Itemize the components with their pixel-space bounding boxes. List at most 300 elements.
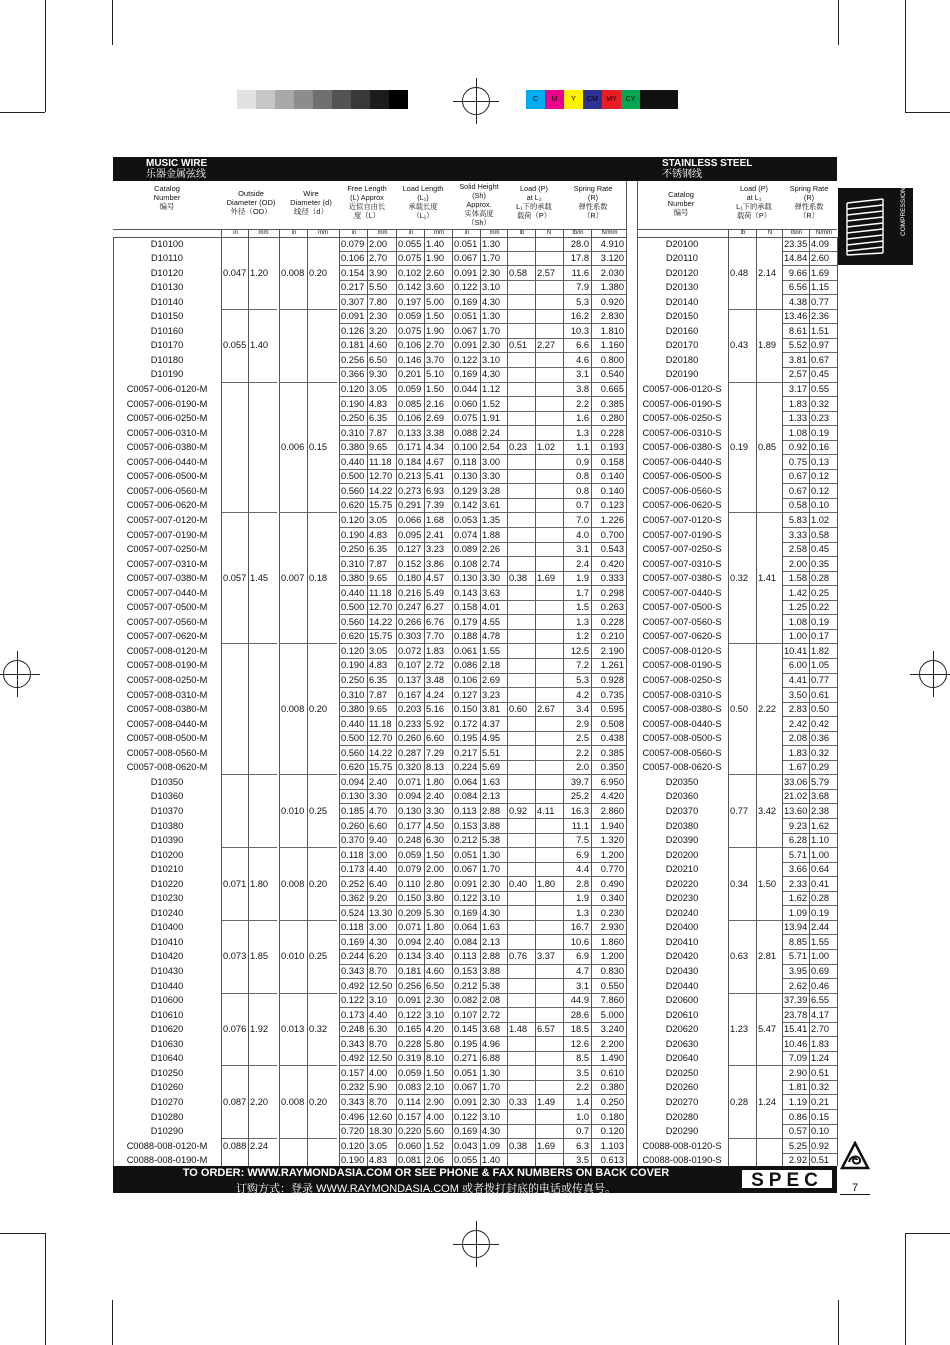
column-rule	[248, 237, 249, 1167]
dimension-value: 0.173	[341, 864, 365, 875]
load-lb-value: 0.38	[509, 573, 528, 584]
od-in-value: 0.076	[223, 1024, 247, 1035]
ss-spring-rate-nmm: 1.62	[811, 820, 830, 831]
catalog-number-ss: D20360	[665, 791, 699, 802]
ss-spring-rate-lbin: 2.57	[788, 369, 807, 380]
dimension-value: 0.319	[398, 1053, 422, 1064]
dimension-value: 3.61	[482, 500, 501, 511]
load-n-value: 4.11	[537, 805, 555, 816]
dimension-value: 0.291	[398, 500, 422, 511]
dimension-value: 0.169	[341, 936, 365, 947]
dimension-value: 2.88	[482, 805, 501, 816]
catalog-number-ss: C0057-008-0620-S	[642, 762, 722, 773]
ss-col-load-l4: 载荷（P）	[736, 211, 772, 220]
load-n-value: 1.69	[537, 1140, 556, 1151]
col-free-l1: Free Length	[347, 184, 387, 193]
catalog-number-mw: D10210	[150, 864, 184, 875]
dimension-value: 1.63	[482, 776, 501, 787]
dimension-value: 5.38	[482, 980, 501, 991]
ss-col-rate-l1: Spring Rate	[789, 184, 829, 193]
dimension-value: 0.190	[341, 1155, 365, 1166]
spring-rate-nmm: 0.123	[600, 500, 624, 511]
spring-rate-nmm: 0.333	[600, 573, 624, 584]
group-rule	[279, 309, 337, 310]
ss-spring-rate-lbin: 3.50	[788, 689, 807, 700]
ss-spring-rate-lbin: 4.41	[788, 675, 807, 685]
column-rule	[279, 237, 280, 1167]
od-in-value: 0.057	[223, 573, 247, 584]
group-rule	[221, 774, 277, 775]
gray-swatch	[294, 90, 313, 109]
dimension-value: 0.492	[341, 980, 365, 991]
catalog-number-ss: D20600	[665, 995, 699, 1006]
spring-rate-nmm: 0.180	[600, 1111, 624, 1122]
dimension-value: 0.082	[454, 995, 478, 1006]
table-gutter	[626, 181, 638, 1166]
gray-swatch	[275, 90, 294, 109]
spring-rate-lbin: 5.3	[576, 296, 589, 307]
dimension-value: 0.100	[454, 442, 478, 453]
dimension-value: 0.343	[341, 1038, 365, 1049]
dimension-value: 0.130	[341, 791, 365, 802]
ss-load-lb-value: 0.34	[730, 878, 749, 889]
dimension-value: 3.38	[426, 427, 445, 438]
spring-rate-nmm: 4.420	[600, 791, 624, 802]
dimension-value: 0.067	[454, 325, 478, 336]
catalog-number-mw: D10370	[150, 805, 184, 816]
catalog-number-mw: D10430	[150, 966, 184, 976]
column-rule	[535, 237, 536, 1167]
dimension-value: 3.30	[369, 791, 388, 802]
dimension-value: 0.201	[398, 369, 422, 380]
unit-label: in	[452, 230, 481, 237]
dimension-value: 0.248	[341, 1024, 365, 1035]
catalog-number-mw: C0057-006-0500-M	[126, 471, 208, 482]
dimension-value: 6.60	[369, 820, 388, 831]
dimension-value: 1.40	[426, 238, 445, 249]
ss-col-load	[728, 184, 780, 220]
group-rule	[279, 847, 337, 848]
ss-spring-rate-lbin: 10.41	[784, 645, 808, 656]
dimension-value: 0.106	[454, 675, 478, 685]
catalog-number-mw: D10640	[150, 1053, 184, 1064]
ss-spring-rate-lbin: 23.78	[784, 1009, 808, 1020]
music-wire-title-cn: 乐器金属弦线	[146, 169, 206, 180]
col-solid-l4: 实体高度	[464, 209, 494, 218]
group-rule	[221, 309, 277, 310]
spring-rate-nmm: 1.160	[600, 340, 624, 351]
gray-swatch	[370, 90, 389, 109]
spring-rate-lbin: 4.2	[576, 689, 589, 700]
spring-rate-lbin: 6.3	[576, 1140, 589, 1151]
spring-rate-lbin: 16.2	[570, 311, 589, 322]
od-mm-value	[248, 440, 277, 455]
ss-spring-rate-lbin: 2.62	[788, 980, 807, 991]
ss-col-load-l2: at L₁	[746, 193, 762, 202]
catalog-number-ss: D20210	[665, 864, 699, 875]
ss-spring-rate-lbin: 3.33	[788, 529, 807, 540]
column-rule	[113, 237, 114, 1167]
spring-rate-lbin: 12.6	[570, 1038, 589, 1049]
dimension-value: 0.157	[398, 1111, 422, 1122]
dimension-value: 2.60	[426, 267, 445, 278]
dimension-value: 0.060	[398, 1140, 422, 1151]
dimension-value: 0.310	[341, 558, 365, 569]
dimension-value: 2.00	[369, 238, 388, 249]
catalog-number-ss: D20260	[665, 1082, 699, 1093]
load-n-value: 1.49	[537, 1096, 556, 1107]
ss-spring-rate-nmm: 0.77	[811, 675, 830, 685]
catalog-number-ss: D20190	[665, 369, 699, 380]
ss-load-n-value: 2.14	[758, 267, 777, 278]
dimension-value: 0.051	[454, 311, 478, 322]
dimension-value: 1.50	[426, 311, 445, 322]
dimension-value: 0.492	[341, 1053, 365, 1064]
spring-rate-lbin: 11.6	[571, 267, 589, 278]
od-in-value: 0.087	[223, 1096, 247, 1107]
wire-mm-value: 0.25	[309, 805, 328, 816]
dimension-value: 14.22	[369, 616, 393, 627]
spring-rate-lbin: 7.0	[576, 514, 589, 525]
spring-rate-lbin: 2.8	[576, 878, 589, 889]
registration-mark	[462, 87, 490, 115]
dimension-value: 2.40	[426, 791, 445, 802]
dimension-value: 0.142	[454, 500, 478, 511]
catalog-number-mw: C0057-008-0120-M	[126, 645, 208, 656]
spring-rate-lbin: 0.7	[576, 1126, 589, 1137]
group-rule	[507, 1065, 561, 1066]
dimension-value: 4.40	[369, 864, 388, 875]
col-wire-l2: Diameter (d)	[290, 198, 332, 207]
catalog-number-ss: C0088-008-0190-S	[642, 1155, 722, 1166]
dimension-value: 7.87	[369, 427, 388, 438]
dimension-value: 0.169	[454, 907, 478, 918]
wire-mm-value: 0.20	[309, 878, 328, 889]
ss-spring-rate-nmm: 0.12	[811, 471, 830, 482]
ss-spring-rate-lbin: 0.86	[788, 1111, 807, 1122]
ss-spring-rate-nmm: 0.15	[811, 1111, 830, 1122]
catalog-number-ss: C0057-006-0500-S	[642, 471, 722, 482]
unit-label: in	[279, 230, 308, 237]
spring-rate-nmm: 0.380	[600, 1082, 624, 1093]
dimension-value: 0.084	[454, 936, 478, 947]
load-lb-value: 0.40	[509, 878, 528, 889]
load-lb-value: 0.92	[509, 805, 528, 816]
crop-mark	[838, 1300, 839, 1345]
group-rule	[728, 847, 782, 848]
col-load-l1: Load (P)	[520, 184, 548, 193]
dimension-value: 2.70	[426, 340, 445, 351]
ss-spring-rate-nmm: 1.82	[811, 645, 830, 656]
color-swatch: C	[526, 90, 545, 109]
spring-rate-lbin: 10.3	[570, 325, 589, 336]
spring-rate-nmm: 1.226	[600, 514, 624, 525]
catalog-number-ss: D20350	[665, 776, 699, 787]
od-mm-value: 1.45	[250, 573, 269, 584]
ss-load-n-value: 1.50	[758, 878, 777, 889]
col-wire-l3: 线径（d）	[293, 207, 329, 216]
dimension-value: 2.90	[426, 1096, 445, 1107]
wire-in-value: 0.008	[281, 704, 305, 715]
dimension-value: 0.143	[454, 587, 478, 598]
catalog-number-ss: D20130	[665, 282, 699, 293]
col-solid-height	[452, 182, 506, 227]
dimension-value: 2.08	[482, 995, 501, 1006]
catalog-number-ss: D20200	[665, 849, 699, 860]
dimension-value: 1.90	[426, 325, 445, 336]
spring-rate-nmm: 0.350	[600, 762, 624, 773]
spring-rate-lbin: 1.3	[576, 907, 589, 918]
ss-spring-rate-lbin: 1.42	[788, 587, 807, 598]
spec-logo: SPEC	[740, 1168, 834, 1190]
unit-label: N	[535, 230, 562, 237]
spring-rate-nmm: 0.263	[600, 602, 624, 613]
ss-col-catalog-l3: 编号	[673, 208, 689, 217]
dimension-value: 6.40	[369, 878, 388, 889]
dimension-value: 0.320	[398, 762, 422, 773]
spring-rate-lbin: 3.1	[576, 980, 589, 991]
catalog-number-mw: C0057-006-0620-M	[126, 500, 208, 511]
dimension-value: 0.095	[398, 529, 422, 540]
column-rule	[452, 237, 453, 1167]
spring-rate-nmm: 1.380	[600, 282, 624, 293]
dimension-value: 3.81	[482, 704, 501, 715]
ss-col-catalog	[636, 190, 726, 217]
catalog-number-ss: C0057-008-0440-S	[642, 718, 722, 729]
ss-spring-rate-lbin: 21.02	[784, 791, 808, 802]
catalog-number-ss: D20270	[665, 1096, 699, 1107]
dimension-value: 0.560	[341, 485, 365, 496]
dimension-value: 0.150	[454, 704, 478, 715]
spring-rate-nmm: 0.920	[600, 296, 624, 307]
ss-spring-rate-lbin: 2.92	[788, 1155, 807, 1166]
dimension-value: 12.50	[369, 980, 393, 991]
catalog-number-mw: C0057-008-0190-M	[126, 660, 208, 671]
dimension-value: 0.059	[398, 1067, 422, 1078]
catalog-number-ss: D20160	[665, 325, 699, 336]
dimension-value: 0.212	[454, 980, 478, 991]
spring-rate-lbin: 2.0	[576, 762, 589, 773]
dimension-value: 1.50	[426, 849, 445, 860]
dimension-value: 0.114	[398, 1096, 421, 1107]
col-free-l2: (L) Approx	[350, 193, 384, 202]
ss-spring-rate-nmm: 0.97	[811, 340, 830, 351]
spring-rate-lbin: 1.1	[576, 442, 589, 453]
color-swatch: MY	[602, 90, 621, 109]
catalog-number-ss: C0057-007-0620-S	[642, 631, 722, 642]
group-rule	[507, 847, 561, 848]
catalog-number-ss: D20240	[665, 907, 699, 918]
color-swatch	[640, 90, 659, 109]
dimension-value: 2.72	[482, 1009, 501, 1020]
unit-label: N	[756, 230, 783, 237]
dimension-value: 0.088	[454, 427, 478, 438]
catalog-number-mw: D10420	[150, 951, 184, 962]
dimension-value: 1.80	[426, 776, 445, 787]
spring-rate-lbin: 2.2	[576, 747, 589, 758]
dimension-value: 0.169	[454, 296, 478, 307]
group-rule	[279, 512, 337, 513]
ss-spring-rate-lbin: 23.35	[784, 238, 808, 249]
dimension-value: 0.260	[341, 820, 365, 831]
spring-rate-lbin: 16.3	[570, 805, 589, 816]
catalog-number-mw: C0057-007-0500-M	[126, 602, 208, 613]
dimension-value: 0.127	[454, 689, 478, 700]
ss-spring-rate-nmm: 1.24	[811, 1053, 830, 1064]
catalog-number-mw: C0057-007-0120-M	[126, 514, 208, 525]
ss-load-lb-value: 0.48	[730, 267, 749, 278]
dimension-value: 0.212	[454, 835, 478, 846]
color-swatch	[659, 90, 678, 109]
dimension-value: 1.55	[482, 645, 501, 656]
dimension-value: 0.366	[341, 369, 365, 380]
catalog-number-mw: D10390	[150, 835, 184, 846]
ss-load-n-value: 1.24	[758, 1096, 777, 1107]
dimension-value: 3.88	[482, 966, 501, 976]
catalog-number-ss: C0057-006-0120-S	[642, 384, 722, 394]
gray-swatch	[313, 90, 332, 109]
ss-load-n-value: 2.81	[758, 951, 777, 962]
ss-col-spring-rate	[782, 184, 836, 220]
ss-spring-rate-lbin: 5.83	[788, 514, 807, 525]
spring-rate-lbin: 4.4	[576, 864, 589, 875]
spring-rate-nmm: 4.910	[600, 238, 624, 249]
catalog-number-ss: C0057-007-0120-S	[642, 514, 722, 525]
od-in-value: 0.047	[223, 267, 247, 278]
dimension-value: 0.195	[454, 733, 478, 744]
unit-label: mm	[367, 230, 397, 237]
dimension-value: 0.091	[454, 878, 478, 889]
dimension-value: 4.57	[426, 573, 445, 584]
ss-load-lb-value: 0.28	[730, 1096, 749, 1107]
ss-spring-rate-nmm: 0.28	[811, 893, 830, 904]
wire-in-value	[279, 1139, 307, 1154]
dimension-value: 0.084	[454, 791, 478, 802]
dimension-value: 0.181	[341, 340, 365, 351]
dimension-value: 3.60	[426, 282, 445, 293]
dimension-value: 4.00	[426, 1111, 445, 1122]
catalog-number-mw: D10110	[151, 253, 183, 264]
catalog-number-ss: D20640	[665, 1053, 699, 1064]
od-in-value: 0.073	[223, 951, 247, 962]
col-catalog-l3: 编号	[159, 202, 175, 211]
ss-spring-rate-nmm: 0.32	[811, 398, 830, 409]
ss-spring-rate-lbin: 0.67	[788, 485, 807, 496]
dimension-value: 9.30	[369, 369, 388, 380]
dimension-value: 0.250	[341, 675, 365, 685]
column-rule	[782, 237, 783, 1167]
ss-spring-rate-lbin: 13.46	[784, 311, 808, 322]
dimension-value: 2.40	[426, 936, 445, 947]
load-lb-value: 0.58	[509, 267, 528, 278]
ss-spring-rate-lbin: 5.71	[788, 849, 807, 860]
dimension-value: 11.18	[369, 587, 392, 598]
catalog-number-ss: C0088-008-0120-S	[642, 1140, 722, 1151]
spring-rate-nmm: 0.508	[600, 718, 624, 729]
od-in-value: 0.055	[223, 340, 247, 351]
ss-spring-rate-lbin: 8.61	[788, 325, 807, 336]
dimension-value: 0.362	[341, 893, 365, 904]
wire-in-value: 0.007	[281, 573, 305, 584]
dimension-value: 12.50	[369, 1053, 393, 1064]
dimension-value: 1.88	[482, 529, 501, 540]
dimension-value: 0.197	[398, 296, 422, 307]
dimension-value: 2.40	[369, 776, 388, 787]
dimension-value: 0.118	[341, 922, 364, 933]
dimension-value: 3.68	[482, 1024, 501, 1035]
wire-in-value	[279, 338, 307, 353]
ss-spring-rate-nmm: 0.16	[811, 442, 830, 453]
group-rule	[221, 512, 277, 513]
spring-rate-nmm: 0.210	[600, 631, 624, 642]
dimension-value: 1.30	[482, 1067, 501, 1078]
ss-spring-rate-nmm: 0.19	[811, 427, 830, 438]
dimension-value: 12.70	[369, 602, 393, 613]
spring-rate-nmm: 0.120	[600, 1126, 624, 1137]
dimension-value: 3.30	[482, 573, 501, 584]
dimension-value: 8.10	[426, 1053, 445, 1064]
ss-spring-rate-nmm: 2.44	[811, 922, 830, 933]
col-loadlen-l4: （L₁）	[412, 211, 434, 220]
ss-spring-rate-nmm: 0.58	[811, 529, 830, 540]
dimension-value: 3.30	[426, 805, 445, 816]
load-n-value: 1.80	[537, 878, 556, 889]
col-free-l4: 度（L）	[354, 211, 380, 220]
dimension-value: 0.122	[454, 354, 478, 365]
col-free-length	[339, 184, 395, 220]
ss-spring-rate-nmm: 0.55	[811, 384, 830, 394]
group-rule	[507, 512, 561, 513]
group-rule	[507, 993, 561, 994]
ss-load-lb-value: 0.43	[730, 340, 749, 351]
spring-rate-lbin: 2.4	[576, 558, 589, 569]
spring-rate-nmm: 2.830	[600, 311, 624, 322]
dimension-value: 2.54	[482, 442, 501, 453]
catalog-number-mw: D10400	[150, 922, 184, 933]
dimension-value: 0.146	[398, 354, 422, 365]
ss-spring-rate-nmm: 0.12	[811, 485, 830, 496]
catalog-number-mw: D10200	[150, 849, 184, 860]
crop-mark	[0, 112, 45, 113]
column-rule	[591, 237, 592, 1167]
dimension-value: 3.30	[482, 471, 501, 482]
dimension-value: 15.75	[369, 631, 393, 642]
dimension-value: 2.30	[426, 995, 445, 1006]
catalog-number-mw: D10410	[150, 936, 184, 947]
dimension-value: 4.60	[369, 340, 388, 351]
spring-rate-lbin: 11.1	[571, 820, 589, 831]
dimension-value: 2.69	[426, 413, 445, 424]
od-mm-value: 2.20	[250, 1096, 269, 1107]
dimension-value: 3.10	[482, 354, 501, 365]
wire-mm-value: 0.18	[309, 573, 328, 584]
dimension-value: 6.50	[369, 354, 388, 365]
ss-load-n-value: 3.42	[758, 805, 777, 816]
od-in-value	[221, 804, 248, 819]
spring-rate-lbin: 25.2	[570, 791, 589, 802]
spring-rate-lbin: 1.5	[576, 602, 589, 613]
catalog-number-ss: C0057-006-0190-S	[642, 398, 722, 409]
crop-mark	[45, 0, 46, 112]
spring-rate-lbin: 17.8	[570, 253, 589, 264]
unit-label: in	[396, 230, 425, 237]
spring-rate-nmm: 0.230	[600, 907, 624, 918]
dimension-value: 0.185	[341, 805, 365, 816]
dimension-value: 0.380	[341, 573, 365, 584]
dimension-value: 0.165	[398, 1024, 422, 1035]
dimension-value: 0.130	[454, 471, 478, 482]
col-catalog	[113, 184, 221, 211]
